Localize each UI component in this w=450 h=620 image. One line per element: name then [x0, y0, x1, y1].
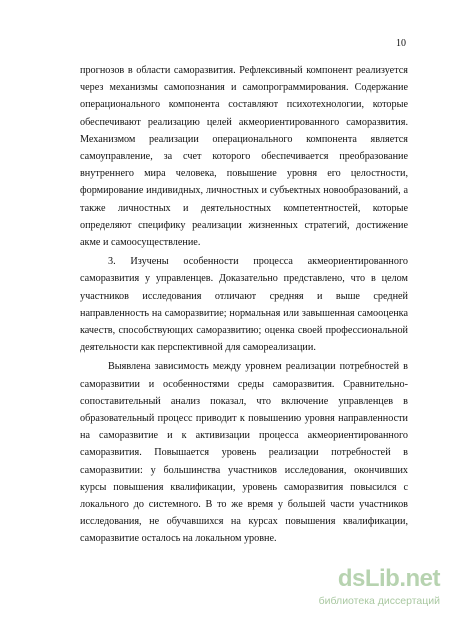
- paragraph-3: Выявлена зависимость между уровнем реализации потребностей в саморазвитии и особенностями среды саморазвития. Сравнительно-сопоставительный анализ показал, что включение управленцев в образовательный процесс приводит к повышению уровня направленности на саморазвитие и к активизации процесса акмеориентированного саморазвития. Повышается уровень реализации потребностей в саморазвитии: у большинства участников исследования, окончивших курсы повышения квалификации, уровень саморазвития повысился с локального до системного. В то же время у большей части участников исследования, не обучавшихся на курсах повышения квалификации, саморазвитие осталось на локальном уровне.: [80, 361, 408, 545]
- page-number: 10: [396, 38, 406, 49]
- watermark-logo: dsLib.net: [337, 565, 440, 592]
- watermark: [296, 565, 446, 615]
- watermark-subtitle: библиотека диссертаций: [318, 595, 440, 607]
- paragraph-2: 3. Изучены особенности процесса акмеориентированного саморазвития у управленцев. Доказательно представлено, что в целом участников исследования отличают средняя и выше средней направленность на саморазвитие; нормальная или завышенная самооценка качеств, способствующих саморазвитию; оценка своей профессиональной деятельности как перспективной для самореализации.: [80, 256, 408, 354]
- paragraph-1: прогнозов в области саморазвития. Рефлексивный компонент реализуется через механизмы самопознания и самопрограммирования. Содержание операционального компонента составляют психотехнологии, которые обеспечивают реализацию целей акмеориентированного саморазвития. Механизмом реализации операционального компонента является самоуправление, за счет которого обеспечивается преобразование внутреннего мира человека, повышение уровня его целостности, формирование индивидных, личностных и субъектных новообразований, а также личностных и деятельностных компетентностей, которые определяют специфику реализации жизненных стратегий, достижение акме и самоосуществление.: [80, 65, 408, 249]
- body-text: [80, 62, 408, 548]
